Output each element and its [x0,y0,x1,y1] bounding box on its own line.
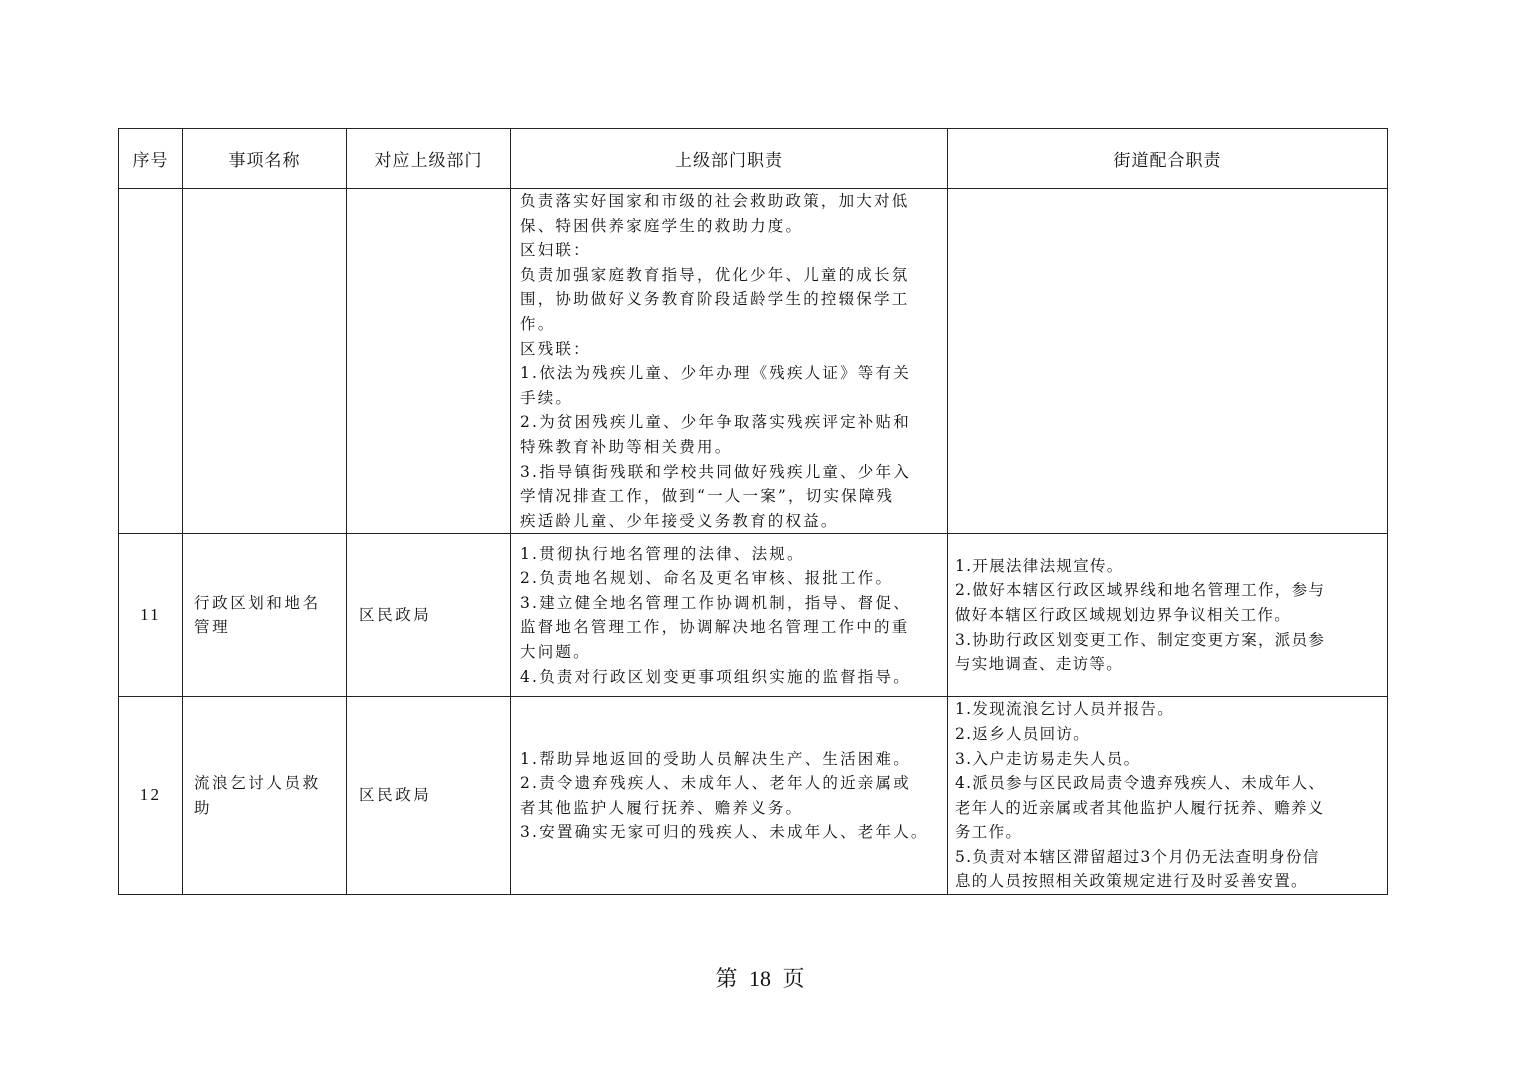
item-name-text [183,771,346,820]
dept-cell [347,697,511,895]
street-line: 老年人的近亲属或者其他监护人履行抚养、赡养义 [955,798,1325,817]
duty-line: 疾适龄儿童、少年接受义务教育的权益。 [520,511,839,530]
duty-line: 2.负责地名规划、命名及更名审核、报批工作。 [520,569,894,588]
table-header [119,129,1388,189]
street-line: 与实地调查、走访等。 [955,655,1124,674]
item-name-line: 行政区划和地名 [194,593,321,612]
table-row [119,697,1388,895]
duty-line: 1.贯彻执行地名管理的法律、法规。 [520,544,805,563]
dept-cell [347,534,511,697]
duty-line: 1.依法为残疾儿童、少年办理《残疾人证》等有关 [520,364,911,383]
table-row [119,189,1388,534]
dept-value: 区民政局 [359,786,432,805]
duty-line: 区残联： [520,339,591,358]
duty-line: 学情况排查工作，做到“一人一案”，切实保障残 [520,487,895,506]
item-name-cell [183,697,347,895]
street-line: 3.协助行政区划变更工作、制定变更方案，派员参 [955,630,1326,649]
responsibility-table [118,128,1388,895]
header-dept: 对应上级部门 [347,129,511,189]
street-duty-text [948,554,1387,677]
duty-line: 1.帮助异地返回的受助人员解决生产、生活困难。 [520,749,911,768]
duty-line: 围，协助做好义务教育阶段适龄学生的控辍保学工 [520,290,910,309]
duty-line: 区妇联： [520,241,591,260]
header-seq: 序号 [119,129,183,189]
street-duty-cell [948,534,1388,697]
seq-cell [119,189,183,534]
street-line: 2.返乡人员回访。 [955,724,1090,743]
duty-line: 4.负责对行政区划变更事项组织实施的监督指导。 [520,667,911,686]
item-name-line: 管理 [194,618,231,637]
street-line: 1.发现流浪乞讨人员并报告。 [955,700,1174,719]
item-name-cell [183,189,347,534]
street-line: 4.派员参与区民政局责令遗弃残疾人、未成年人、 [955,774,1326,793]
duty-line: 大问题。 [520,642,591,661]
item-name-text [183,591,346,640]
street-line: 3.入户走访易走失人员。 [955,749,1141,768]
seq-value: 12 [139,785,162,805]
header-item-name: 事项名称 [183,129,347,189]
dept-duty-text [511,189,947,533]
header-street-duty: 街道配合职责 [948,129,1388,189]
dept-duty-text [511,747,947,845]
dept-cell [347,189,511,534]
page-number: 第 18 页 [715,966,805,991]
duty-line: 监督地名管理工作，协调解决地名管理工作中的重 [520,618,910,637]
duty-line: 3.指导镇街残联和学校共同做好残疾儿童、少年入 [520,462,911,481]
duty-line: 3.建立健全地名管理工作协调机制，指导、督促、 [520,593,911,612]
duty-line: 保、特困供养家庭学生的救助力度。 [520,216,804,235]
duty-line: 2.责令遗弃残疾人、未成年人、老年人的近亲属或 [520,774,911,793]
dept-duty-cell [511,534,948,697]
duty-line: 手续。 [520,388,574,407]
table-row [119,534,1388,697]
street-line: 5.负责对本辖区滞留超过3个月仍无法查明身份信 [955,847,1320,866]
duty-line: 2.为贫困残疾儿童、少年争取落实残疾评定补贴和 [520,413,911,432]
seq-cell [119,534,183,697]
dept-duty-cell [511,697,948,895]
header-dept-duty: 上级部门职责 [511,129,948,189]
street-duty-cell [948,697,1388,895]
seq-value: 11 [140,605,161,625]
item-name-cell [183,534,347,697]
duty-line: 3.安置确实无家可归的残疾人、未成年人、老年人。 [520,823,929,842]
duty-line: 特殊教育补助等相关费用。 [520,437,733,456]
duty-line: 作。 [520,314,556,333]
street-line: 息的人员按照相关政策规定进行及时妥善安置。 [955,872,1308,891]
street-line: 2.做好本辖区行政区域界线和地名管理工作，参与 [955,581,1326,600]
duty-line: 负责落实好国家和市级的社会救助政策，加大对低 [520,192,910,210]
street-line: 1.开展法律法规宣传。 [955,556,1124,575]
duty-line: 负责加强家庭教育指导，优化少年、儿童的成长氛 [520,265,910,284]
header-row [119,129,1388,189]
street-line: 做好本辖区行政区域规划边界争议相关工作。 [955,606,1292,625]
seq-cell [119,697,183,895]
dept-value: 区民政局 [359,606,432,625]
item-name-line: 流浪乞讨人员救 [194,774,321,793]
street-duty-text [948,697,1387,894]
dept-duty-cell [511,189,948,534]
street-duty-cell [948,189,1388,534]
dept-duty-text [511,542,947,690]
item-name-line: 助 [194,798,213,817]
street-line: 务工作。 [955,823,1023,842]
duty-line: 者其他监护人履行抚养、赡养义务。 [520,798,804,817]
